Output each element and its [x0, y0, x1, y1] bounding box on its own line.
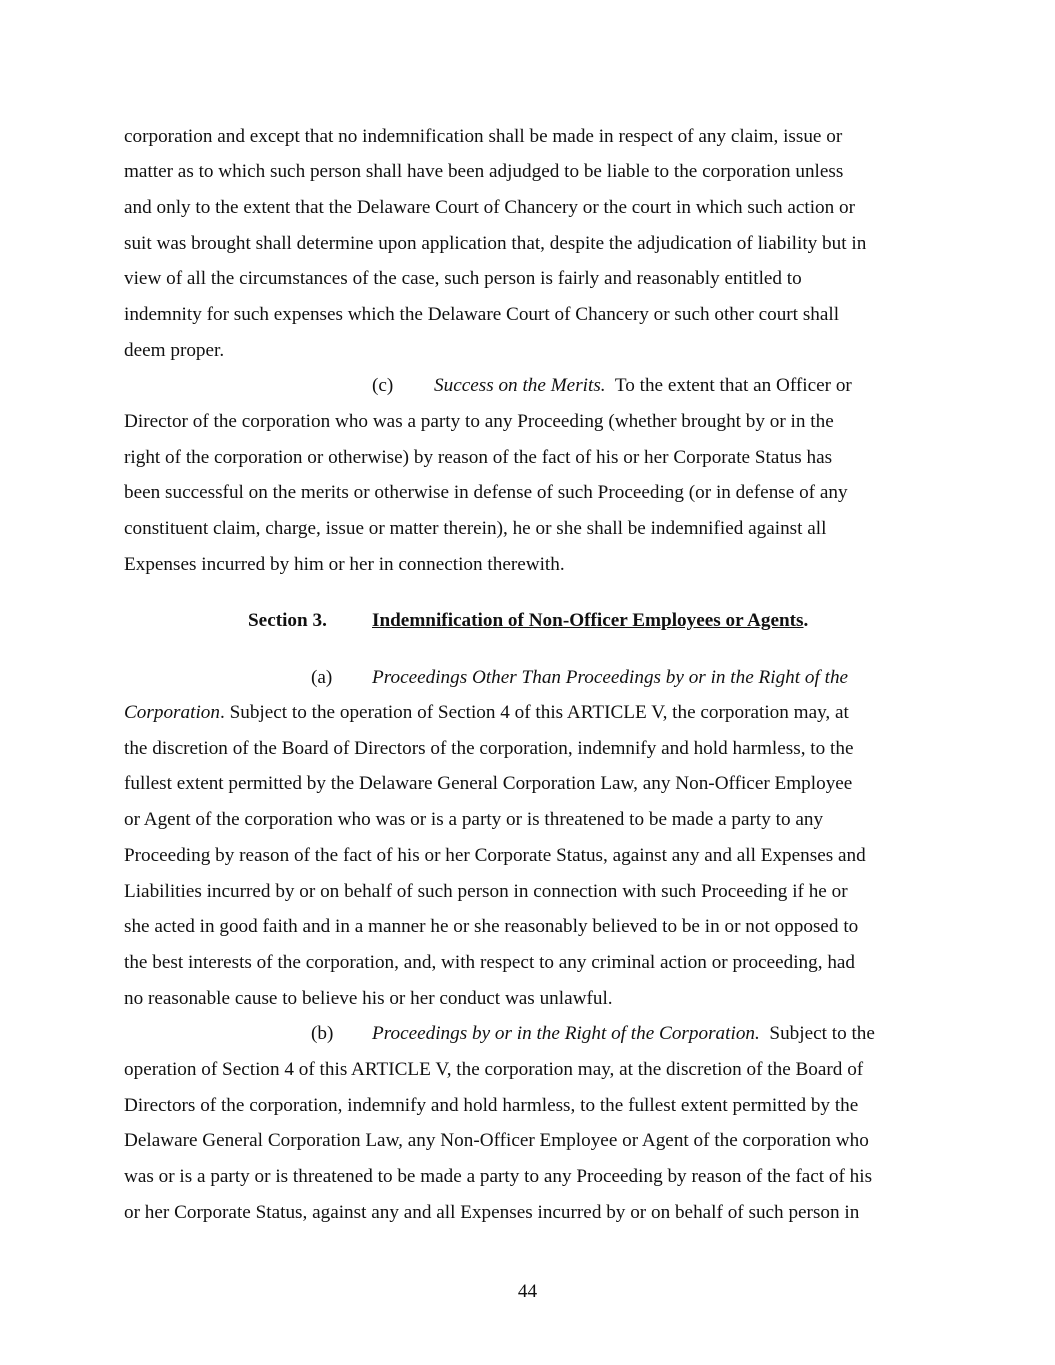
para-b-heading: Proceedings by or in the Right of the Corporation.	[372, 1023, 760, 1044]
page-number: 44	[517, 1281, 538, 1302]
text-line: matter as to which such person shall have been adjudged to be liable to the corporation unless	[124, 161, 844, 182]
para-a-second-line-rest: . Subject to the operation of Section 4 of this ARTICLE V, the corporation may, at	[219, 702, 849, 723]
text-line: Expenses incurred by him or her in connection therewith.	[124, 554, 565, 575]
text-line: the best interests of the corporation, and, with respect to any criminal action or proceeding, had	[124, 952, 856, 973]
text-line: Proceeding by reason of the fact of his or her Corporate Status, against any and all Expenses and	[124, 845, 866, 866]
para-a-second-line	[124, 701, 849, 725]
para-b-marker: (b)	[311, 1023, 334, 1044]
text-line: constituent claim, charge, issue or matter therein), he or she shall be indemnified against all	[124, 518, 827, 539]
text-line: deem proper.	[124, 340, 225, 361]
text-line: she acted in good faith and in a manner he or she reasonably believed to be in or not opposed to	[124, 916, 859, 937]
para-a-heading-cont: Corporation	[124, 702, 220, 723]
section-title	[372, 609, 808, 633]
text-line: Delaware General Corporation Law, any Non-Officer Employee or Agent of the corporation who	[124, 1130, 869, 1151]
para-a-marker: (a)	[311, 667, 333, 688]
text-line: suit was brought shall determine upon application that, despite the adjudication of liability but in	[124, 233, 867, 254]
para-b-first-line	[311, 1022, 875, 1046]
text-line: corporation and except that no indemnification shall be made in respect of any claim, issue or	[124, 126, 843, 147]
section-title-period: .	[803, 610, 809, 631]
para-a-heading: Proceedings Other Than Proceedings by or in the Right of the	[372, 667, 849, 688]
para-c-marker: (c)	[372, 375, 394, 396]
text-line: right of the corporation or otherwise) by reason of the fact of his or her Corporate Status has	[124, 447, 833, 468]
para-b-first-line-rest: Subject to the	[759, 1023, 875, 1044]
text-line: indemnity for such expenses which the Delaware Court of Chancery or such other court shall	[124, 304, 840, 325]
text-line: fullest extent permitted by the Delaware General Corporation Law, any Non-Officer Employee	[124, 773, 853, 794]
section-label: Section 3.	[248, 610, 327, 631]
text-line: was or is a party or is threatened to be made a party to any Proceeding by reason of the fact of his	[124, 1166, 873, 1187]
text-line: Director of the corporation who was a party to any Proceeding (whether brought by or in the	[124, 411, 834, 432]
text-line: the discretion of the Board of Directors of the corporation, indemnify and hold harmless, to the	[124, 738, 854, 759]
para-c-heading: Success on the Merits.	[434, 375, 606, 396]
para-a-first-line	[311, 666, 848, 690]
text-line: and only to the extent that the Delaware Court of Chancery or the court in which such action or	[124, 197, 856, 218]
text-line: view of all the circumstances of the case, such person is fairly and reasonably entitled to	[124, 268, 802, 289]
text-line: or her Corporate Status, against any and all Expenses incurred by or on behalf of such person in	[124, 1202, 860, 1223]
para-c-first-line	[372, 374, 852, 398]
text-line: Directors of the corporation, indemnify and hold harmless, to the fullest extent permitted by the	[124, 1095, 859, 1116]
text-line: or Agent of the corporation who was or is a party or is threatened to be made a party to any	[124, 809, 824, 830]
section-title-text: Indemnification of Non-Officer Employees or Agents	[372, 610, 804, 631]
text-line: been successful on the merits or otherwise in defense of such Proceeding (or in defense of any	[124, 482, 848, 503]
text-line: no reasonable cause to believe his or her conduct was unlawful.	[124, 988, 613, 1009]
text-line: Liabilities incurred by or on behalf of such person in connection with such Proceeding if he or	[124, 881, 848, 902]
text-line: operation of Section 4 of this ARTICLE V, the corporation may, at the discretion of the Board of	[124, 1059, 864, 1080]
para-c-first-line-rest: To the extent that an Officer or	[605, 375, 852, 396]
